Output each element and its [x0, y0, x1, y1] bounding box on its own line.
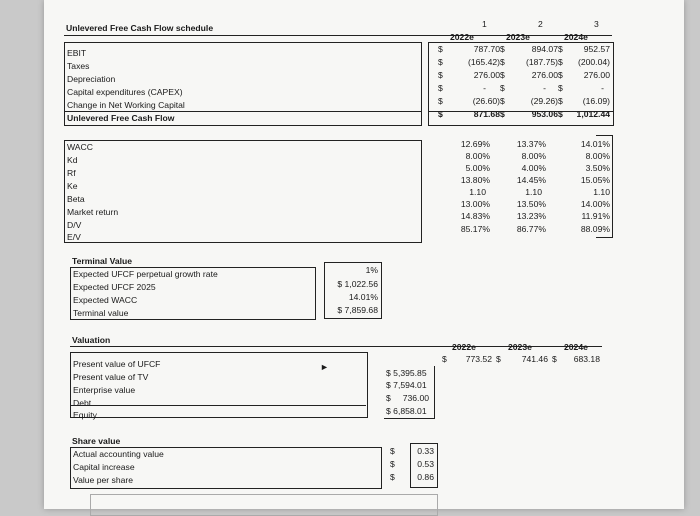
wacc-label-wacc: WACC [67, 142, 93, 152]
terminal-title: Terminal Value [72, 256, 133, 266]
terminal-label-ufcf-2025: Expected UFCF 2025 [73, 282, 156, 292]
wacc-dv-2022: 14.83% [460, 211, 490, 221]
terminal-label-tv: Terminal value [73, 308, 129, 318]
valuation-currency-2023: $ [496, 354, 501, 364]
share-label-value-per-share: Value per share [73, 475, 134, 485]
valuation-value-pv-tv: $ 7,594.01 [386, 380, 427, 390]
share-currency-1: $ [390, 459, 395, 469]
ufcf-dep-2024: 276.00 [583, 70, 610, 80]
wacc-ke-2023: 14.45% [516, 175, 546, 185]
share-currency-2: $ [390, 472, 395, 482]
ufcf-currency-ebit-2024: $ [558, 44, 563, 54]
wacc-label-kd: Kd [67, 155, 78, 165]
ufcf-ebit-2024: 952.57 [583, 44, 610, 54]
wacc-beta-2023: 1.10 [525, 187, 542, 197]
wacc-beta-2022: 1.10 [469, 187, 486, 197]
wacc-dv-2024: 11.91% [581, 211, 610, 221]
ufcf-currency-capex-2023: $ [500, 83, 505, 93]
terminal-growth-value: 1% [365, 265, 378, 275]
terminal-label-wacc: Expected WACC [73, 295, 138, 305]
ufcf-label-taxes: Taxes [67, 61, 90, 71]
ufcf-currency-total-2023: $ [500, 109, 505, 119]
ufcf-label-depreciation: Depreciation [67, 74, 116, 84]
valuation-title: Valuation [72, 335, 111, 345]
valuation-pv-2022: 773.52 [465, 354, 492, 364]
ufcf-ebit-2022: 787.70 [473, 44, 500, 54]
empty-input-box[interactable] [90, 494, 438, 516]
ufcf-total-2022: 871.68 [473, 109, 500, 119]
ufcf-currency-0: $ [438, 44, 443, 54]
share-title: Share value [72, 436, 121, 446]
share-value-accounting: 0.33 [417, 446, 434, 456]
ufcf-taxes-2024: (200.04) [577, 57, 610, 67]
valuation-label-debt: Debt [73, 398, 92, 408]
ufcf-total-2023: 953.06 [531, 109, 558, 119]
share-value-capital-increase: 0.53 [417, 459, 434, 469]
ufcf-currency-1: $ [438, 57, 443, 67]
wacc-label-ke: Ke [67, 181, 78, 191]
ufcf-currency-total-2024: $ [558, 109, 563, 119]
wacc-ev-2023: 86.77% [516, 224, 546, 234]
ufcf-total-rule [64, 111, 422, 112]
ufcf-currency-nwc-2024: $ [558, 96, 563, 106]
ufcf-currency-nwc-2023: $ [500, 96, 505, 106]
ufcf-currency-3: $ [438, 83, 443, 93]
valuation-currency-2022: $ [442, 354, 447, 364]
ufcf-nwc-2024: (16.09) [582, 96, 610, 106]
wacc-market-2023: 13.50% [516, 199, 546, 209]
ufcf-year-2024: 2024e [564, 32, 588, 42]
ufcf-taxes-2022: (165.42) [467, 57, 500, 67]
valuation-value-ev: $ 736.00 [386, 393, 430, 403]
spreadsheet-page [44, 0, 684, 509]
share-label-capital-increase: Capital increase [73, 462, 135, 472]
ufcf-nwc-2022: (26.60) [472, 96, 500, 106]
ufcf-currency-dep-2024: $ [558, 70, 563, 80]
cursor-arrow-icon: ► [320, 362, 329, 372]
ufcf-title: Unlevered Free Cash Flow schedule [66, 23, 214, 33]
terminal-label-growth: Expected UFCF perpetual growth rate [73, 269, 218, 279]
wacc-kd-2024: 8.00% [585, 151, 610, 161]
valuation-label-pv-tv: Present value of TV [73, 372, 149, 382]
ufcf-currency-2: $ [438, 70, 443, 80]
valuation-label-pv-ufcf: Present value of UFCF [73, 359, 161, 369]
ufcf-currency-ebit-2023: $ [500, 44, 505, 54]
ufcf-dep-2022: 276.00 [473, 70, 500, 80]
wacc-label-beta: Beta [67, 194, 85, 204]
wacc-rf-2022: 5.00% [465, 163, 490, 173]
wacc-rf-2024: 3.50% [585, 163, 610, 173]
wacc-market-2022: 13.00% [460, 199, 490, 209]
wacc-ev-2024: 88.09% [580, 224, 610, 234]
valuation-year-2022: 2022e [452, 342, 476, 352]
wacc-ke-2024: 15.05% [580, 175, 610, 185]
ufcf-taxes-2023: (187.75) [525, 57, 558, 67]
ufcf-dep-2023: 276.00 [531, 70, 558, 80]
wacc-market-2024: 14.00% [580, 199, 610, 209]
valuation-currency-2024: $ [552, 354, 557, 364]
wacc-label-dv: D/V [67, 220, 82, 230]
ufcf-label-ebit: EBIT [67, 48, 87, 58]
terminal-wacc-value: 14.01% [348, 292, 378, 302]
ufcf-label-capex: Capital expenditures (CAPEX) [67, 87, 183, 97]
wacc-beta-2024: 1.10 [593, 187, 610, 197]
valuation-label-ev: Enterprise value [73, 385, 136, 395]
wacc-dv-2023: 13.23% [516, 211, 546, 221]
ufcf-total-2024: 1,012.44 [576, 109, 610, 119]
wacc-ke-2022: 13.80% [460, 175, 490, 185]
ufcf-label-total: Unlevered Free Cash Flow [67, 113, 175, 123]
wacc-rf-2023: 4.00% [521, 163, 546, 173]
valuation-debt-rule [70, 405, 366, 406]
valuation-year-2023: 2023e [508, 342, 532, 352]
wacc-wacc-2022: 12.69% [460, 139, 490, 149]
ufcf-currency-5: $ [438, 109, 443, 119]
valuation-value-equity: $ 6,858.01 [386, 406, 427, 416]
share-currency-0: $ [390, 446, 395, 456]
ufcf-capex-2023: - [543, 83, 546, 93]
wacc-kd-2022: 8.00% [465, 151, 490, 161]
share-label-accounting: Actual accounting value [73, 449, 164, 459]
wacc-label-rf: Rf [67, 168, 76, 178]
wacc-label-ev: E/V [67, 232, 81, 242]
wacc-ev-2022: 85.17% [460, 224, 490, 234]
valuation-value-pv-ufcf: $ 5,395.85 [386, 368, 427, 378]
ufcf-nwc-2023: (29.26) [530, 96, 558, 106]
ufcf-capex-2022: - [483, 83, 486, 93]
wacc-wacc-2024: 14.01% [580, 139, 610, 149]
ufcf-currency-capex-2024: $ [558, 83, 563, 93]
wacc-label-market-return: Market return [67, 207, 119, 217]
col-num-3: 3 [594, 19, 599, 29]
ufcf-currency-taxes-2023: $ [500, 57, 505, 67]
wacc-kd-2023: 8.00% [521, 151, 546, 161]
valuation-pv-2023: 741.46 [521, 354, 548, 364]
ufcf-year-2022: 2022e [450, 32, 474, 42]
terminal-tv-value: $ 7,859.68 [337, 305, 378, 315]
ufcf-currency-taxes-2024: $ [558, 57, 563, 67]
ufcf-capex-2024: - [601, 83, 604, 93]
valuation-year-2024: 2024e [564, 342, 588, 352]
col-num-1: 1 [482, 19, 487, 29]
ufcf-currency-4: $ [438, 96, 443, 106]
share-value-per-share: 0.86 [417, 472, 434, 482]
ufcf-year-2023: 2023e [506, 32, 530, 42]
wacc-label-box [64, 140, 422, 243]
ufcf-currency-dep-2023: $ [500, 70, 505, 80]
col-num-2: 2 [538, 19, 543, 29]
ufcf-label-nwc: Change in Net Working Capital [67, 100, 185, 110]
valuation-pv-2024: 683.18 [573, 354, 600, 364]
valuation-label-equity: Equity [73, 410, 97, 420]
wacc-wacc-2023: 13.37% [516, 139, 546, 149]
ufcf-ebit-2023: 894.07 [531, 44, 558, 54]
terminal-ufcf-2025-value: $ 1,022.56 [337, 279, 378, 289]
